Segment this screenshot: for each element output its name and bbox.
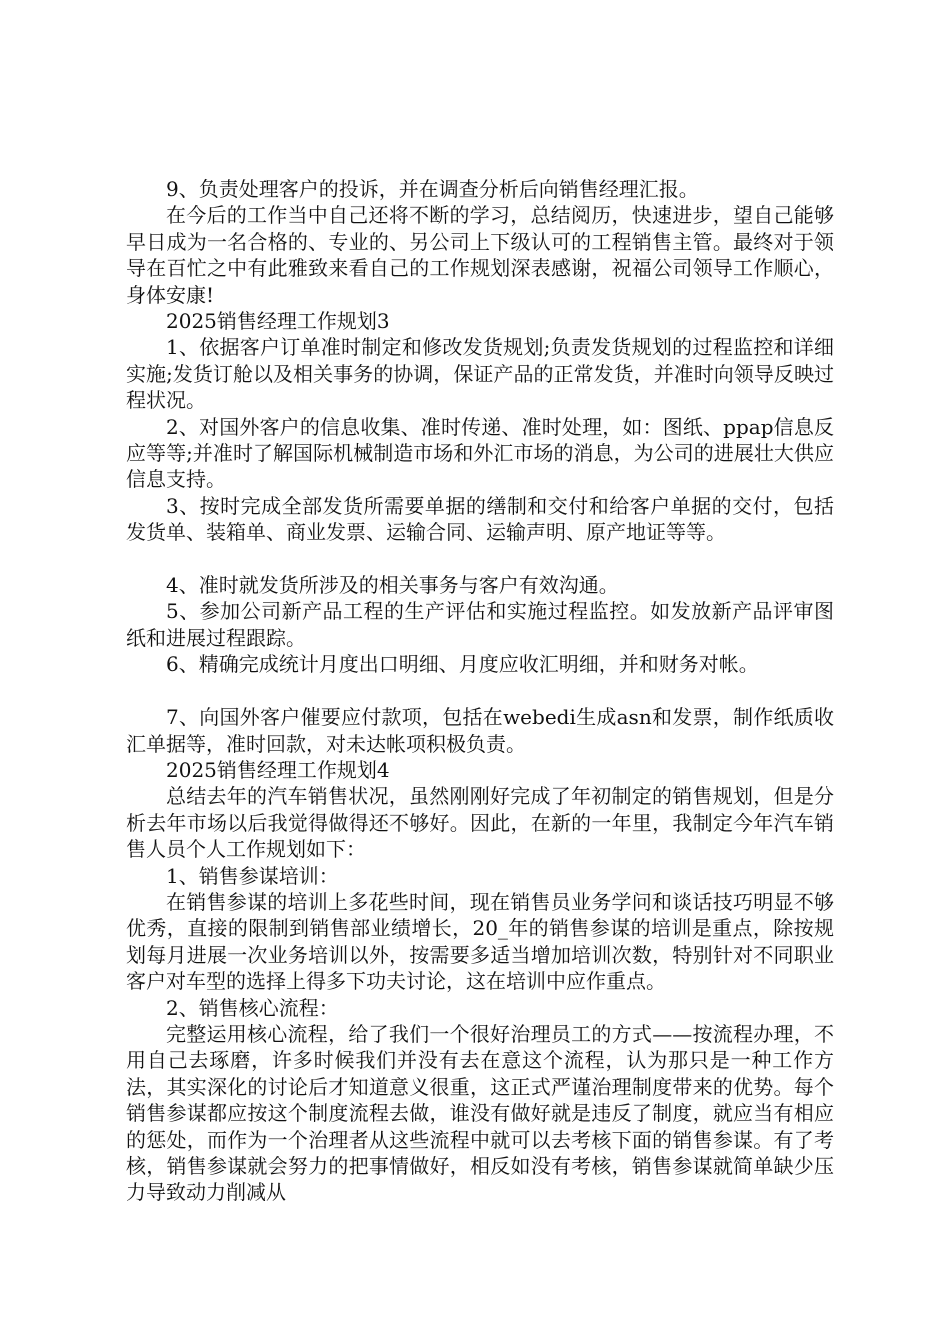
paragraph-training: 在销售参谋的培训上多花些时间，现在销售员业务学问和谈话技巧明显不够优秀，直接的限制到销售部业绩增长，20_年的销售参谋的培训是重点，除按规划每月进展一次业务培训以外，按需要多适当增加培训次数，特别针对不同职业客户对车型的选择上得多下功夫讨论，这在培训中应作重点。 xyxy=(126,889,834,994)
paragraph-item-5: 5、参加公司新产品工程的生产评估和实施过程监控。如发放新产品评审图纸和进展过程跟踪。 xyxy=(126,599,834,650)
section-heading-4: 2025销售经理工作规划4 xyxy=(166,757,390,782)
section-heading-3: 2025销售经理工作规划3 xyxy=(166,309,390,334)
paragraph-item-3: 3、按时完成全部发货所需要单据的缮制和交付和给客户单据的交付，包括发货单、装箱单、商业发票、运输合同、运输声明、原产地证等等。 xyxy=(126,493,834,545)
paragraph-core-process: 完整运用核心流程，给了我们一个很好治理员工的方式——按流程办理，不用自己去琢磨，许多时候我们并没有去在意这个流程，认为那只是一种工作方法，其实深化的讨论后才知道意义很重，这正式严谨治理制度带来的优势。每个销售参谋都应按这个制度流程去做，谁没有做好就是违反了制度，就应当有相应的惩处，而作为一个治理者从这些流程中就可以去考核下面的销售参谋。有了考核，销售参谋就会努力的把事情做好，相反如没有考核，销售参谋就简单缺少压力导致动力削减从 xyxy=(126,1021,834,1205)
paragraph-summary: 总结去年的汽车销售状况，虽然刚刚好完成了年初制定的销售规划，但是分析去年市场以后我觉得做得还不够好。因此，在新的一年里，我制定今年汽车销售人员个人工作规划如下： xyxy=(126,784,834,862)
document-body xyxy=(126,176,834,1206)
subheading-training: 1、销售参谋培训： xyxy=(166,863,339,888)
paragraph-item-7: 7、向国外客户催要应付款项，包括在webedi生成asn和发票，制作纸质收汇单据等，准时回款，对未达帐项积极负责。 xyxy=(126,705,834,756)
paragraph-closing: 在今后的工作当中自己还将不断的学习，总结阅历，快速进步，望自己能够早日成为一名合格的、专业的、另公司上下级认可的工程销售主管。最终对于领导在百忙之中有此雅致来看自己的工作规划深表感谢，祝福公司领导工作顺心，身体安康! xyxy=(126,203,834,307)
paragraph-item-4: 4、准时就发货所涉及的相关事务与客户有效沟通。 xyxy=(166,573,619,598)
subheading-core-process: 2、销售核心流程： xyxy=(166,995,339,1020)
paragraph-item-9: 9、负责处理客户的投诉，并在调查分析后向销售经理汇报。 xyxy=(166,177,699,201)
paragraph-item-6: 6、精确完成统计月度出口明细、月度应收汇明细，并和财务对帐。 xyxy=(166,652,759,677)
paragraph-item-2: 2、对国外客户的信息收集、准时传递、准时处理，如：图纸、ppap信息反应等等;并准时了解国际机械制造市场和外汇市场的消息，为公司的进展壮大供应信息支持。 xyxy=(126,414,834,492)
paragraph-item-1: 1、依据客户订单准时制定和修改发货规划;负责发货规划的过程监控和详细实施;发货订舱以及相关事务的协调，保证产品的正常发货，并准时向领导反映过程状况。 xyxy=(126,335,834,413)
